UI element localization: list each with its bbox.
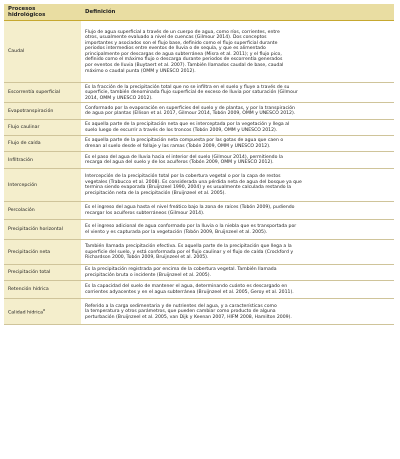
definition-cell xyxy=(81,136,394,152)
definition-line: superficie, también denominada flujo superficial de exceso de lluvia por saturación (Gilmour xyxy=(85,90,298,96)
process-term xyxy=(4,21,81,83)
process-term xyxy=(4,152,81,169)
process-term-label: Escorrentía superficial xyxy=(8,90,61,96)
hydrology-definitions-table xyxy=(4,4,394,325)
definition-line: termina siendo evaporada (Bruijnzeel 1990, 2004) y es usualmente calculada restando la xyxy=(85,185,292,191)
process-term-label: Precipitación total xyxy=(8,270,51,276)
process-term xyxy=(4,220,81,240)
definition-line: Es la precipitación registrada por encima de la cobertura vegetal. También llamada xyxy=(85,267,277,273)
definition-line: Referido a la carga sedimentaria y de nutrientes del agua, y a características como xyxy=(85,303,277,309)
process-term xyxy=(4,136,81,152)
process-term-label: Evapotranspiración xyxy=(8,108,54,114)
definition-cell xyxy=(81,120,394,136)
definition-line: definido como el máximo flujo o descarga durante periodos de escorrentía generados xyxy=(85,57,283,63)
process-term-label: Retención hídrica xyxy=(8,287,49,293)
table-row xyxy=(4,265,394,281)
definition-line: Es aquella parte de la precipitación neta que es interceptada por la vegetación y llega al xyxy=(85,122,290,128)
process-term-label: Precipitación neta xyxy=(8,249,51,255)
definition-line: Intercepción de la precipitación total por la cobertura vegetal o por la capa de restos xyxy=(85,174,281,180)
definition-line: precipitación neta de la precipitación (Bruijnzeel et al. 2005). xyxy=(85,190,226,196)
table-row xyxy=(4,103,394,120)
definition-line: vegetales (Trabucco et al. 2008). Es considerada una pérdida neta de agua del bosque ya que xyxy=(85,179,302,185)
definition-line: perturbación (Bruijnzeel et al. 2005, van Dijk y Keenan 2007, HIFM 2008, Hamilton 2009). xyxy=(85,314,292,320)
definition-cell xyxy=(81,265,394,281)
process-term xyxy=(4,281,81,299)
definition-line: Flujo de agua superficial a través de un cuerpo de agua, como ríos, corrientes, entre xyxy=(85,29,280,35)
definition-line: importantes y asociados son el flujo base, definido como el flujo superficial durante xyxy=(85,40,278,46)
definition-line: recargar los acuíferos subterráneos (Gilmour 2014). xyxy=(85,210,205,216)
definition-line: drenan al suelo desde el follaje y las ramas (Tobón 2009, OMM y UNESCO 2012). xyxy=(85,143,271,149)
table-row xyxy=(4,120,394,136)
definition-line: el viento y es capturada por la vegetación (Tobón 2009, Bruijnzeel et al. 2005). xyxy=(85,229,268,235)
process-term xyxy=(4,240,81,265)
definition-line: Richardson 2000, Tobón 2009, Bruijnzeel et al. 2005). xyxy=(85,255,209,261)
process-term xyxy=(4,299,81,325)
definition-line: de agua por plantas (Ellison et al. 2017, Gilmour 2014, Tobón 2009, OMM y UNESCO 2012). xyxy=(85,111,296,117)
process-term-label: Flujo de caída xyxy=(8,141,41,147)
definition-cell xyxy=(81,103,394,120)
definition-line: 2014, OMM y UNESCO 2012). xyxy=(85,95,153,101)
header-definition: Definición xyxy=(81,4,394,21)
definition-line: Es aquella parte de la precipitación neta compuesta por las gotas de agua que caen o xyxy=(85,138,284,144)
definition-cell xyxy=(81,220,394,240)
definition-line: máximo o caudal punta (OMM y UNESCO 2012). xyxy=(85,68,196,74)
table-row xyxy=(4,281,394,299)
definition-cell xyxy=(81,169,394,202)
definition-line: Es el ingreso del agua hasta el nivel freático bajo la zona de raíces (Tobón 2009), pudiendo xyxy=(85,205,295,211)
definition-line: superficie del suelo, y está conformada por el flujo caulinar y el flujo de caída (Crockford y xyxy=(85,249,294,255)
footnote-marker: a xyxy=(43,307,46,312)
definition-line: suelo luego de escurrir a través de los troncos (Tobón 2009, OMM y UNESCO 2012). xyxy=(85,127,278,133)
process-term-label: Caudal xyxy=(8,49,25,55)
process-term xyxy=(4,120,81,136)
process-term-label: Flujo caulinar xyxy=(8,125,40,131)
header-process: Procesos hidrológicos xyxy=(4,4,81,21)
table-row xyxy=(4,220,394,240)
table-row xyxy=(4,152,394,169)
process-term xyxy=(4,202,81,220)
process-term xyxy=(4,83,81,103)
process-term-label: Calidad hídrica xyxy=(8,310,43,316)
process-term-label: Precipitación horizontal xyxy=(8,227,63,233)
definition-cell xyxy=(81,202,394,220)
definition-cell xyxy=(81,299,394,325)
table-header-row xyxy=(4,4,394,21)
definition-line: Es la fracción de la precipitación total que no se infiltra en el suelo y fluye a través de su xyxy=(85,84,290,90)
process-term-label: Infiltración xyxy=(8,157,33,163)
definition-cell xyxy=(81,240,394,265)
process-term xyxy=(4,169,81,202)
definition-line: Es la capacidad del suelo de mantener el agua, determinando cuánto es descargado en xyxy=(85,284,288,290)
definition-line: recarga del agua del suelo y de los acuíferos (Tobón 2009, OMM y UNESCO 2012). xyxy=(85,160,274,166)
table-row xyxy=(4,299,394,325)
definition-line: otros, usualmente evaluado a nivel de cuencas (Gilmour 2014). Dos conceptos xyxy=(85,35,267,41)
table-row xyxy=(4,169,394,202)
definition-line: corrientes adyacentes y en el agua subterránea (Bruijnzeel et al. 2005, Geroy et al. 2011). xyxy=(85,289,294,295)
definition-line: por eventos de lluvia (Buytaert et al. 2007). También llamados caudal de base, caudal xyxy=(85,63,284,68)
definition-line: la temperatura y otros parámetros, que pueden cambiar como producto de alguna xyxy=(85,309,276,315)
definition-line: Es el paso del agua de lluvia hacia el interior del suelo (Gilmour 2014), permitiendo la xyxy=(85,154,283,160)
table-row xyxy=(4,202,394,220)
process-term xyxy=(4,103,81,120)
definition-line: Es el ingreso adicional de agua conformado por la lluvia o la niebla que es transportada por xyxy=(85,224,297,230)
table-row xyxy=(4,21,394,83)
process-term-label: Percolación xyxy=(8,208,35,214)
table-row xyxy=(4,240,394,265)
process-term-label: Intercepción xyxy=(8,182,38,188)
definition-line: También llamada precipitación efectiva. Es aquella parte de la precipitación que llega a la xyxy=(85,244,292,250)
definition-cell xyxy=(81,281,394,299)
definition-line: periodos intermedios entre eventos de lluvia o de sequía, y que es alimentado xyxy=(85,46,266,52)
definition-cell xyxy=(81,152,394,169)
definition-line: principalmente por descargas de agua subterránea (Misra et al. 2011); y el flujo pico, xyxy=(85,51,282,57)
process-term xyxy=(4,265,81,281)
definition-cell xyxy=(81,83,394,103)
definition-line: Conformado por la evaporación en superficies del suelo y de plantas, y por la transpiración xyxy=(85,105,295,111)
table-row xyxy=(4,83,394,103)
table-row xyxy=(4,136,394,152)
definition-cell xyxy=(81,21,394,83)
definition-line: precipitación bruta o incidente (Bruijnzeel et al. 2005). xyxy=(85,272,211,278)
